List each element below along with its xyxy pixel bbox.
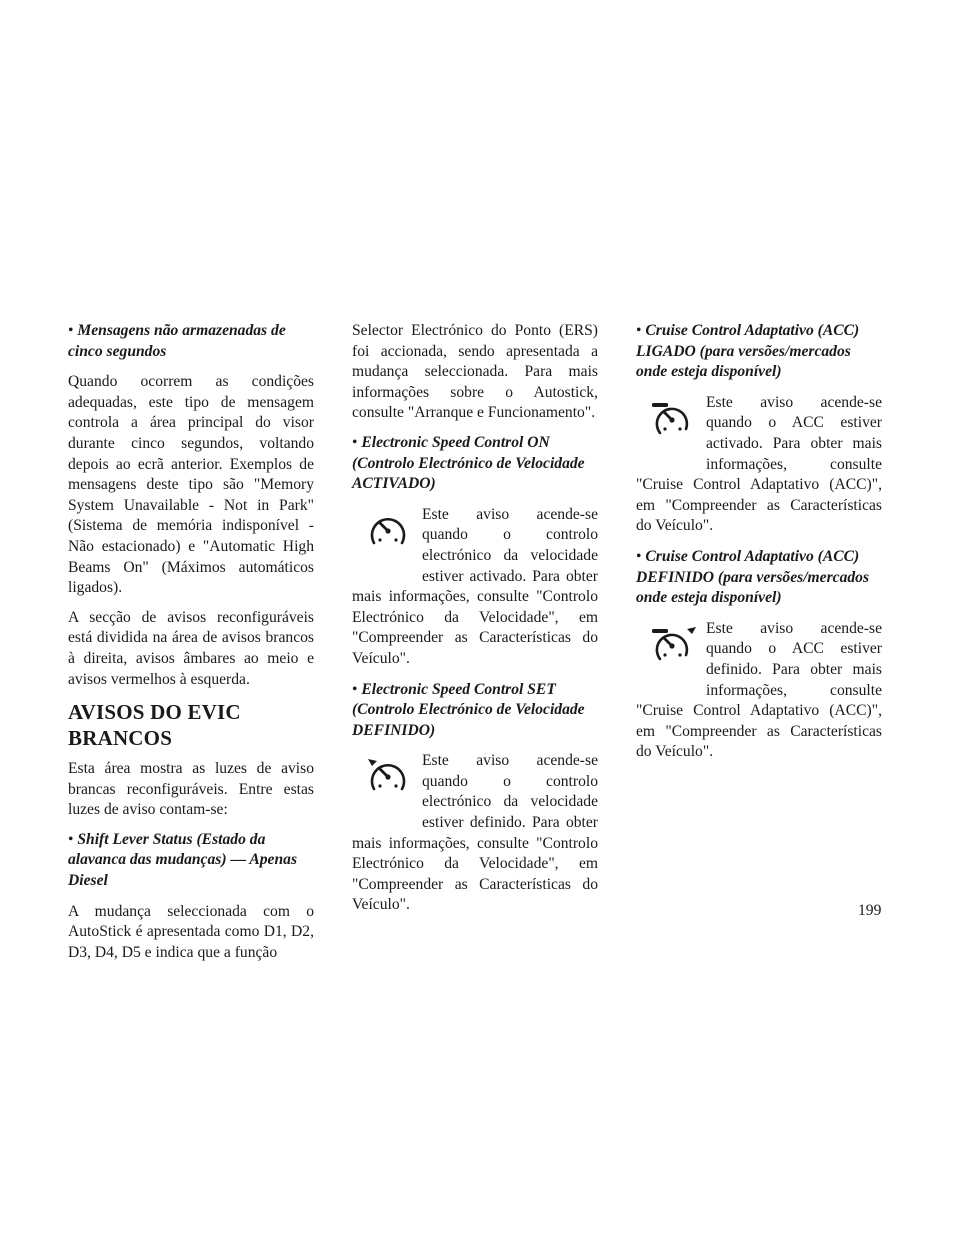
bullet-heading-five-second-messages: • Mensagens não armazenadas de cinco segundos (68, 321, 314, 362)
speed-control-on-block (352, 505, 598, 670)
paragraph-five-second-messages: Quando ocorrem as condições adequadas, este tipo de mensagem controla a área principal do visor durante cinco segundos, voltando depois ao ecrã anterior. Exemplos de mensagens deste tipo são "Memory System Unavailable - Not in Park" (Sistema de memória indisponível - Não estacionado) e "Automatic High Beams On" (Máximos automáticos ligados). (68, 373, 314, 597)
paragraph-white-warnings: Esta área mostra as luzes de aviso brancas reconfiguráveis. Entre estas luzes de aviso contam-se: (68, 760, 314, 819)
paragraph-acc-on: Este aviso acende-se quando o ACC estiver activado. Para obter mais informações, consulte "Cruise Control Adaptativo (ACC)", em "Compreender as Características do Veículo". (636, 393, 882, 535)
paragraph-acc-set: Este aviso acende-se quando o ACC estiver definido. Para obter mais informações, consulte "Cruise Control Adaptativo (ACC)", em "Compreender as Características do Veículo". (636, 619, 882, 761)
acc-on-icon (636, 393, 706, 455)
column-middle (352, 321, 598, 926)
paragraph-continued: Selector Electrónico do Ponto (ERS) foi accionada, sendo apresentada a mudança seleccionada. Para mais informações sobre o Autostick, consulte "Arranque e Funcionamento". (352, 322, 598, 422)
acc-set-icon (636, 619, 706, 681)
paragraph-speed-control-set: Este aviso acende-se quando o controlo electrónico da velocidade estiver definido. Para obter mais informações, consulte "Controlo Electrónico da Velocidade", em "Compreender as Características do Veículo". (352, 752, 598, 914)
bullet-heading-shift-lever: • Shift Lever Status (Estado da alavanca das mudanças) — Apenas Diesel (68, 830, 314, 892)
paragraph-reconfigurable-warnings: A secção de avisos reconfiguráveis está dividida na área de avisos brancos à direita, avisos âmbares ao meio e avisos vermelhos à esquerda. (68, 608, 314, 688)
column-right (636, 321, 882, 773)
paragraph-shift-lever: A mudança seleccionada com o AutoStick é apresentada como D1, D2, D3, D4, D5 e indica que a função (68, 902, 314, 961)
section-title: AVISOS DO EVIC BRANCOS (68, 700, 241, 751)
bullet-heading-acc-on: • Cruise Control Adaptativo (ACC) LIGADO (para versões/mercados onde esteja disponível) (636, 321, 882, 383)
speed-control-set-block (352, 751, 598, 916)
page-number: 199 (858, 902, 882, 919)
bullet-heading-speed-control-on: • Electronic Speed Control ON (Controlo Electrónico de Velocidade ACTIVADO) (352, 433, 598, 495)
acc-on-block (636, 393, 882, 537)
speedometer-icon (352, 505, 422, 567)
bullet-heading-speed-control-set: • Electronic Speed Control SET (Controlo Electrónico de Velocidade DEFINIDO) (352, 680, 598, 742)
speedometer-set-icon (352, 751, 422, 813)
column-left (68, 321, 314, 972)
bullet-heading-acc-set: • Cruise Control Adaptativo (ACC) DEFINIDO (para versões/mercados onde esteja disponível) (636, 547, 882, 609)
paragraph-speed-control-on: Este aviso acende-se quando o controlo electrónico da velocidade estiver activado. Para obter mais informações, consulte "Controlo Electrónico da Velocidade", em "Compreender as Características do Veículo". (352, 505, 598, 667)
acc-set-block (636, 619, 882, 763)
